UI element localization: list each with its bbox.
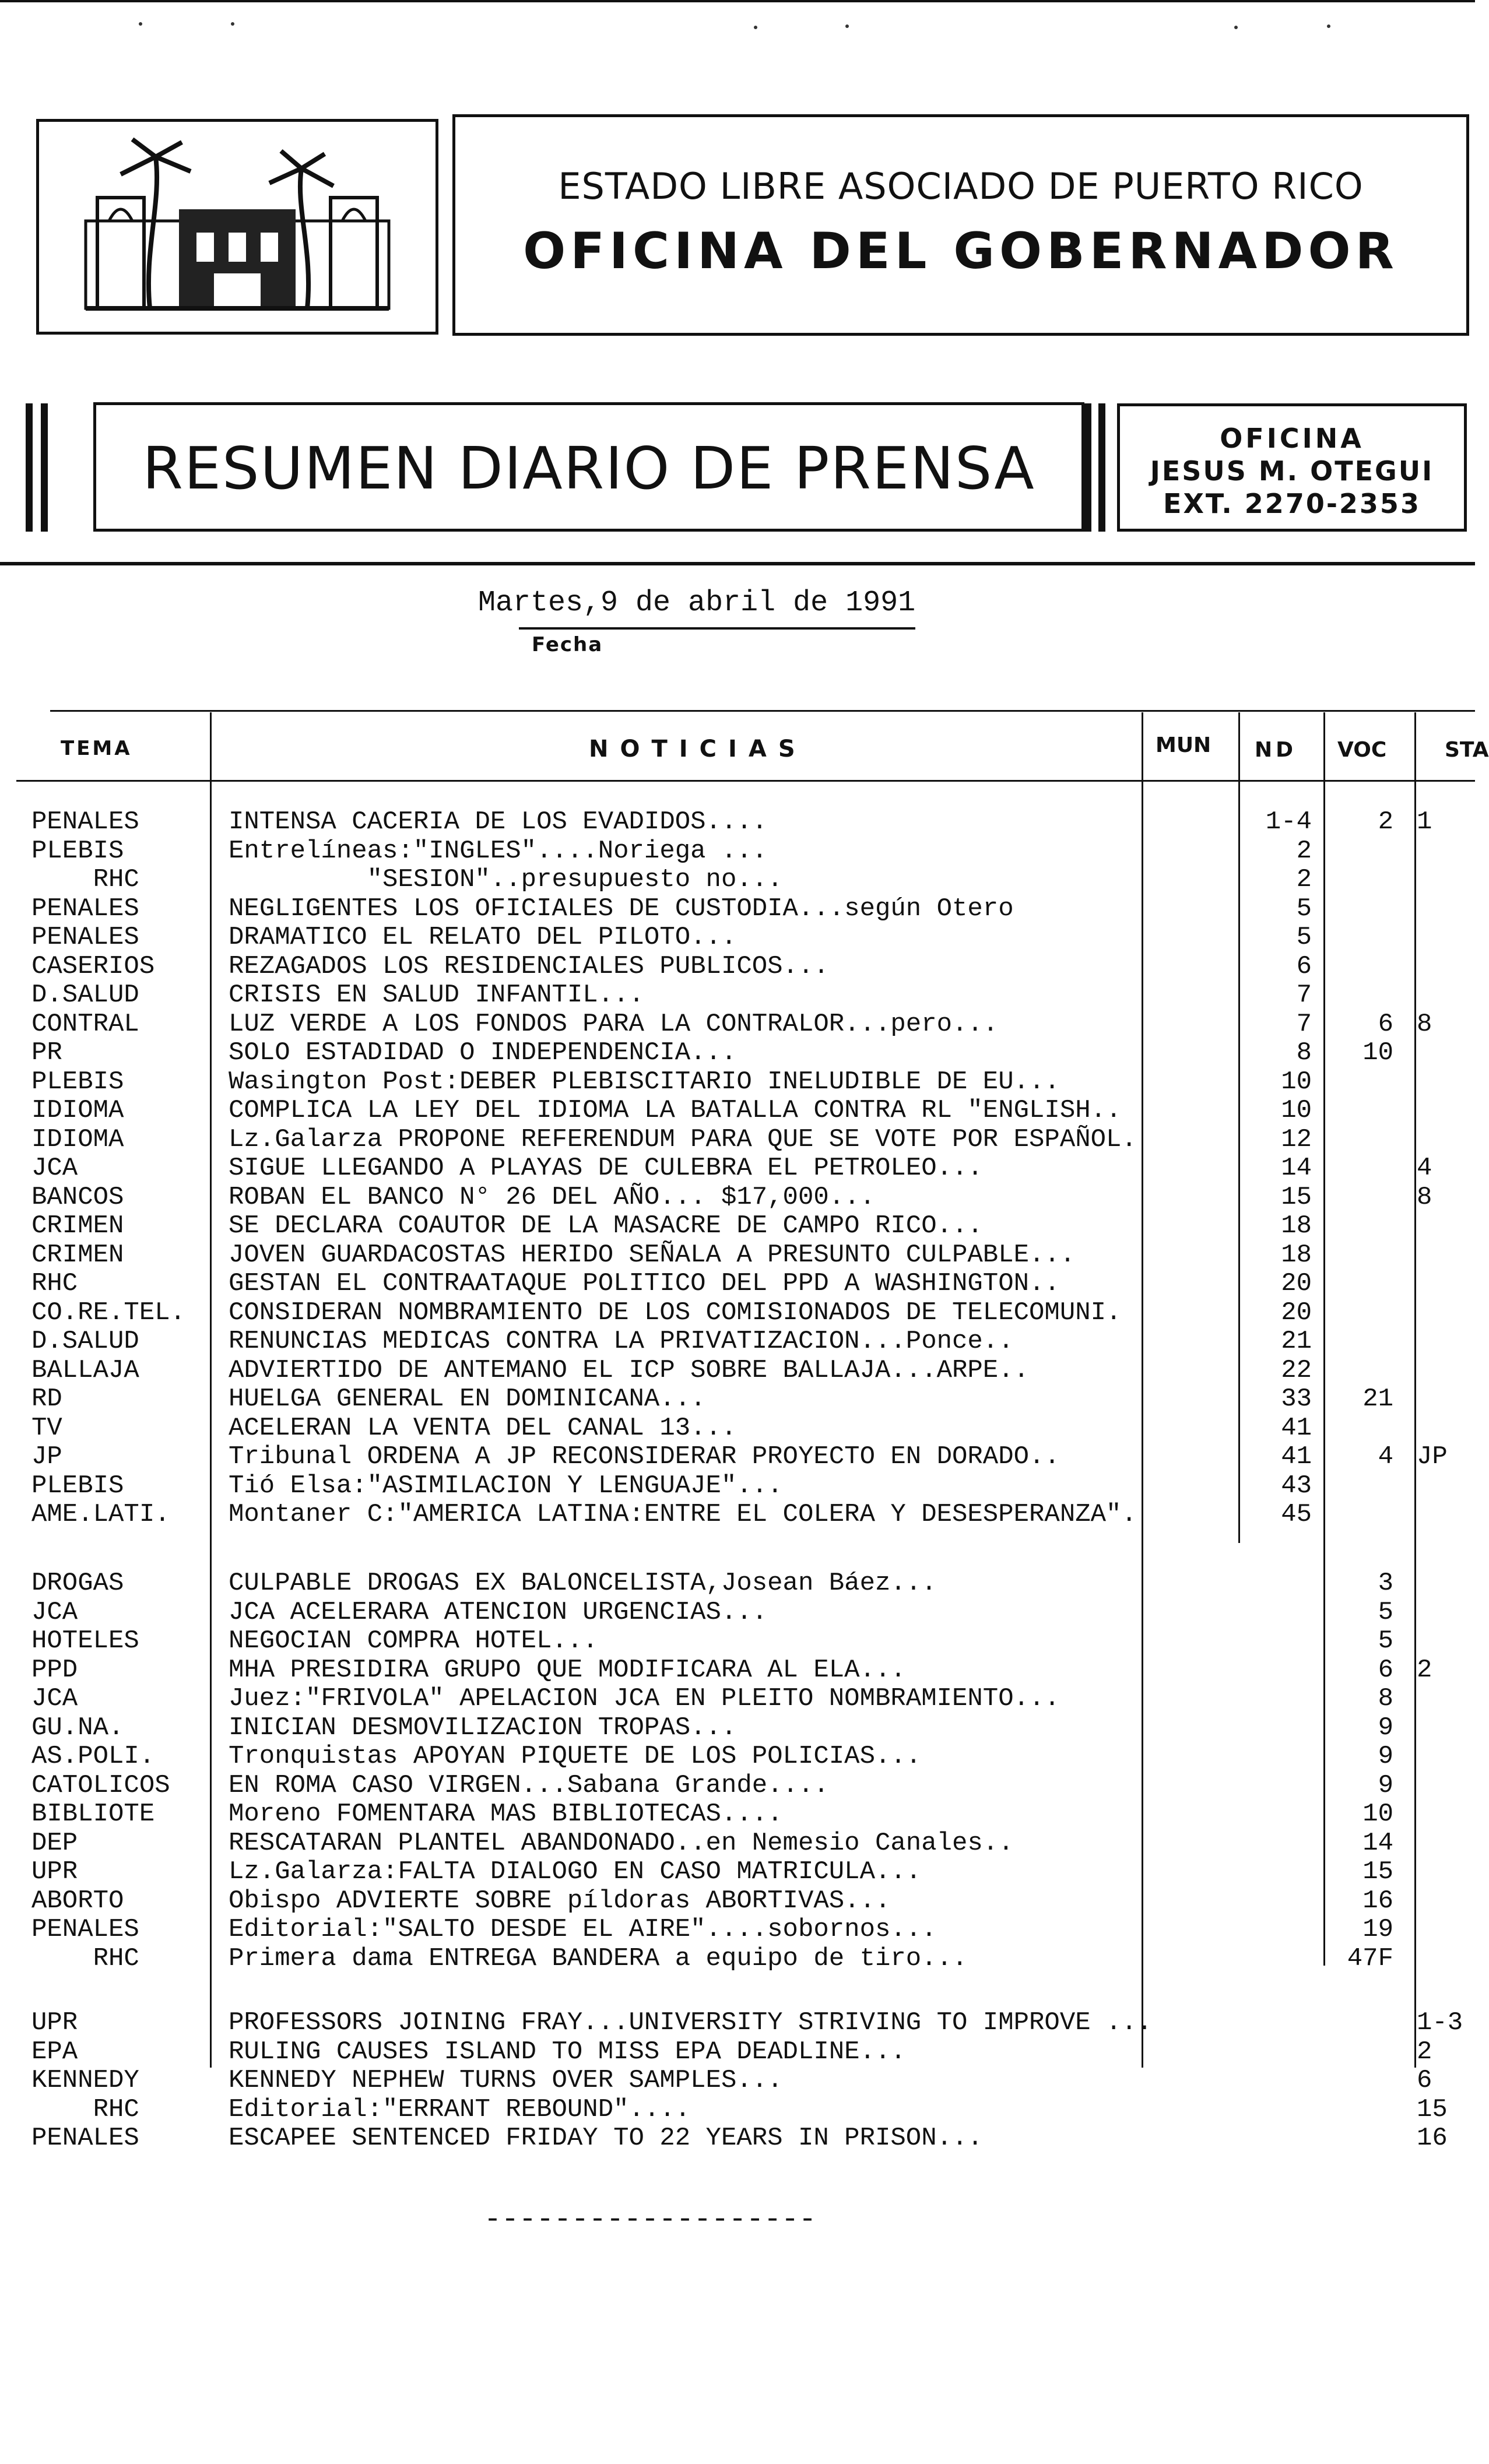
table-row (0, 1858, 1475, 1886)
table-row (0, 2066, 1475, 2095)
row-tema: PENALES (31, 2124, 139, 2153)
row-nd: 10 (1281, 1067, 1312, 1096)
row-noticia: "SESION"..presupuesto no... (229, 865, 783, 894)
table-row (0, 1126, 1475, 1154)
row-noticia: LUZ VERDE A LOS FONDOS PARA LA CONTRALOR...pero... (229, 1009, 999, 1039)
estado-heading: ESTADO LIBRE ASOCIADO DE PUERTO RICO (558, 165, 1364, 208)
row-star: 8 (1417, 1009, 1432, 1039)
row-voc: 6 (1378, 1655, 1393, 1685)
table-row (0, 981, 1475, 1010)
row-tema: AME.LATI. (31, 1500, 170, 1529)
row-noticia: Lz.Galarza:FALTA DIALOGO EN CASO MATRICULA... (229, 1857, 922, 1886)
table-row (0, 1915, 1475, 1944)
row-noticia: CULPABLE DROGAS EX BALONCELISTA,Josean Báez... (229, 1569, 937, 1598)
row-nd: 6 (1296, 951, 1312, 981)
table-row (0, 1771, 1475, 1800)
row-nd: 2 (1296, 836, 1312, 866)
row-tema: CRIMEN (31, 1240, 124, 1270)
row-tema: RD (31, 1384, 62, 1414)
row-voc: 15 (1362, 1857, 1393, 1886)
row-tema: CRIMEN (31, 1211, 124, 1240)
banner-title: RESUMEN DIARIO DE PRENSA (142, 434, 1035, 502)
row-noticia: RULING CAUSES ISLAND TO MISS EPA DEADLINE... (229, 2037, 906, 2066)
row-noticia: NEGOCIAN COMPRA HOTEL... (229, 1626, 598, 1655)
row-tema: HOTELES (31, 1626, 139, 1655)
row-noticia: KENNEDY NEPHEW TURNS OVER SAMPLES... (229, 2066, 783, 2095)
row-noticia: JOVEN GUARDACOSTAS HERIDO SEÑALA A PRESUNTO CULPABLE... (229, 1240, 1076, 1270)
row-noticia: Editorial:"SALTO DESDE EL AIRE"....sobornos... (229, 1915, 937, 1944)
row-voc: 10 (1362, 1799, 1393, 1829)
table-row (0, 1039, 1475, 1067)
row-nd: 33 (1281, 1384, 1312, 1414)
row-nd: 41 (1281, 1413, 1312, 1443)
row-noticia: Tió Elsa:"ASIMILACION Y LENGUAJE"... (229, 1471, 783, 1500)
table-row (0, 1472, 1475, 1500)
date-value: Martes,9 de abril de 1991 (478, 586, 916, 620)
row-voc: 9 (1378, 1742, 1393, 1771)
row-nd: 5 (1296, 894, 1312, 923)
row-tema: JCA (31, 1684, 78, 1713)
row-voc: 9 (1378, 1770, 1393, 1800)
contact-office: OFICINA (1220, 423, 1364, 454)
row-star: 8 (1417, 1182, 1432, 1212)
table-row (0, 2009, 1475, 2037)
row-tema: PR (31, 1038, 62, 1067)
column-header-voc: VOC (1337, 738, 1387, 762)
row-noticia: NEGLIGENTES LOS OFICIALES DE CUSTODIA...según Otero (229, 894, 1014, 923)
row-voc: 8 (1378, 1684, 1393, 1713)
row-noticia: GESTAN EL CONTRAATAQUE POLITICO DEL PPD A WASHINGTON.. (229, 1269, 1060, 1298)
table-row (0, 1385, 1475, 1414)
row-voc: 5 (1378, 1597, 1393, 1627)
row-noticia: ROBAN EL BANCO N° 26 DEL AÑO... $17,000... (229, 1182, 875, 1212)
row-tema: D.SALUD (31, 1327, 139, 1356)
row-nd: 7 (1296, 1009, 1312, 1039)
row-nd: 18 (1281, 1240, 1312, 1270)
row-tema: DROGAS (31, 1569, 124, 1598)
row-tema: JP (31, 1442, 62, 1471)
row-tema: KENNEDY (31, 2066, 139, 2095)
table-row (0, 1945, 1475, 1973)
row-tema: JCA (31, 1154, 78, 1183)
table-row (0, 2124, 1475, 2153)
table-row (0, 1800, 1475, 1829)
row-star: 16 (1417, 2124, 1448, 2153)
table-row (0, 1443, 1475, 1471)
column-header-noticias: NOTICIAS (589, 736, 807, 762)
row-voc: 19 (1362, 1915, 1393, 1944)
row-noticia: DRAMATICO EL RELATO DEL PILOTO... (229, 923, 737, 952)
row-noticia: ADVIERTIDO DE ANTEMANO EL ICP SOBRE BALLAJA...ARPE.. (229, 1355, 1030, 1385)
row-tema: RHC (31, 2094, 139, 2124)
row-voc: 6 (1378, 1009, 1393, 1039)
row-noticia: REZAGADOS LOS RESIDENCIALES PUBLICOS... (229, 951, 829, 981)
row-tema: PPD (31, 1655, 78, 1685)
row-nd: 14 (1281, 1154, 1312, 1183)
row-noticia: Lz.Galarza PROPONE REFERENDUM PARA QUE SE VOTE POR ESPAÑOL. (229, 1124, 1137, 1154)
row-noticia: RENUNCIAS MEDICAS CONTRA LA PRIVATIZACION...Ponce.. (229, 1327, 1014, 1356)
row-noticia: Moreno FOMENTARA MAS BIBLIOTECAS.... (229, 1799, 783, 1829)
table-row (0, 1656, 1475, 1685)
row-tema: PENALES (31, 807, 139, 836)
row-tema: BALLAJA (31, 1355, 139, 1385)
row-nd: 18 (1281, 1211, 1312, 1240)
row-voc: 5 (1378, 1626, 1393, 1655)
row-nd: 10 (1281, 1096, 1312, 1125)
date-label: Fecha (532, 633, 603, 656)
row-tema: PENALES (31, 923, 139, 952)
row-tema: D.SALUD (31, 980, 139, 1010)
row-noticia: Montaner C:"AMERICA LATINA:ENTRE EL COLERA Y DESESPERANZA". (229, 1500, 1137, 1529)
row-tema: DEP (31, 1828, 78, 1858)
row-noticia: CRISIS EN SALUD INFANTIL... (229, 980, 644, 1010)
row-noticia: Obispo ADVIERTE SOBRE píldoras ABORTIVAS... (229, 1886, 891, 1915)
row-voc: 9 (1378, 1713, 1393, 1742)
table-row (0, 1327, 1475, 1356)
row-star: 15 (1417, 2094, 1448, 2124)
table-row (0, 1241, 1475, 1270)
row-voc: 2 (1378, 807, 1393, 836)
closing-rule: ------------------- (484, 2203, 817, 2237)
row-noticia: CONSIDERAN NOMBRAMIENTO DE LOS COMISIONADOS DE TELECOMUNI. (229, 1298, 1122, 1327)
row-nd: 8 (1296, 1038, 1312, 1067)
table-row (0, 1414, 1475, 1443)
row-tema: CONTRAL (31, 1009, 139, 1039)
row-noticia: Entrelíneas:"INGLES"....Noriega ... (229, 836, 768, 866)
row-voc: 21 (1362, 1384, 1393, 1414)
row-noticia: JCA ACELERARA ATENCION URGENCIAS... (229, 1597, 768, 1627)
row-tema: AS.POLI. (31, 1742, 155, 1771)
row-noticia: Editorial:"ERRANT REBOUND".... (229, 2094, 691, 2124)
row-tema: PLEBIS (31, 1471, 124, 1500)
table-row (0, 1154, 1475, 1183)
row-nd: 5 (1296, 923, 1312, 952)
row-noticia: ACELERAN LA VENTA DEL CANAL 13... (229, 1413, 737, 1443)
table-row (0, 1685, 1475, 1713)
row-tema: PENALES (31, 894, 139, 923)
table-row (0, 1598, 1475, 1627)
row-star: JP (1417, 1442, 1448, 1471)
row-noticia: SE DECLARA COAUTOR DE LA MASACRE DE CAMPO RICO... (229, 1211, 983, 1240)
table-row (0, 837, 1475, 866)
row-nd: 22 (1281, 1355, 1312, 1385)
row-tema: UPR (31, 1857, 78, 1886)
contact-name: JESUS M. OTEGUI (1150, 455, 1434, 487)
row-noticia: COMPLICA LA LEY DEL IDIOMA LA BATALLA CONTRA RL "ENGLISH.. (229, 1096, 1122, 1125)
row-tema: RHC (31, 1943, 139, 1973)
row-voc: 16 (1362, 1886, 1393, 1915)
row-noticia: EN ROMA CASO VIRGEN...Sabana Grande.... (229, 1770, 829, 1800)
row-star: 1 (1417, 807, 1432, 836)
row-voc: 10 (1362, 1038, 1393, 1067)
column-header-mun: MUN (1156, 733, 1211, 757)
table-row (0, 2096, 1475, 2124)
row-tema: BIBLIOTE (31, 1799, 155, 1829)
contact-extension: EXT. 2270-2353 (1163, 488, 1421, 519)
row-tema: RHC (31, 865, 139, 894)
row-tema: UPR (31, 2008, 78, 2037)
table-row (0, 1742, 1475, 1771)
table-row (0, 1270, 1475, 1298)
row-nd: 45 (1281, 1500, 1312, 1529)
row-nd: 43 (1281, 1471, 1312, 1500)
row-star: 2 (1417, 2037, 1432, 2066)
row-tema: CATOLICOS (31, 1770, 170, 1800)
row-tema: PENALES (31, 1915, 139, 1944)
row-nd: 21 (1281, 1327, 1312, 1356)
row-nd: 2 (1296, 865, 1312, 894)
row-noticia: INICIAN DESMOVILIZACION TROPAS... (229, 1713, 737, 1742)
table-row (0, 1183, 1475, 1212)
table-row (0, 1068, 1475, 1096)
row-voc: 47F (1347, 1943, 1393, 1973)
row-noticia: MHA PRESIDIRA GRUPO QUE MODIFICARA AL ELA... (229, 1655, 906, 1685)
row-nd: 12 (1281, 1124, 1312, 1154)
row-tema: RHC (31, 1269, 78, 1298)
table-row (0, 1569, 1475, 1598)
row-noticia: Primera dama ENTREGA BANDERA a equipo de tiro... (229, 1943, 968, 1973)
table-row (0, 1714, 1475, 1742)
row-noticia: RESCATARAN PLANTEL ABANDONADO..en Nemesio Canales.. (229, 1828, 1014, 1858)
row-tema: CASERIOS (31, 951, 155, 981)
table-row (0, 895, 1475, 923)
table-row (0, 2038, 1475, 2066)
row-noticia: Tronquistas APOYAN PIQUETE DE LOS POLICIAS... (229, 1742, 922, 1771)
row-tema: CO.RE.TEL. (31, 1298, 186, 1327)
table-row (0, 1627, 1475, 1655)
table-row (0, 1829, 1475, 1858)
row-nd: 1-4 (1265, 807, 1312, 836)
row-nd: 7 (1296, 980, 1312, 1010)
row-tema: IDIOMA (31, 1124, 124, 1154)
column-header-nd: ND (1255, 738, 1297, 762)
row-nd: 20 (1281, 1298, 1312, 1327)
row-tema: EPA (31, 2037, 78, 2066)
table-row (0, 923, 1475, 952)
row-nd: 15 (1281, 1182, 1312, 1212)
table-row (0, 952, 1475, 981)
table-row (0, 1096, 1475, 1125)
oficina-heading: OFICINA DEL GOBERNADOR (523, 222, 1399, 280)
row-star: 6 (1417, 2066, 1432, 2095)
table-row (0, 808, 1475, 836)
table-row (0, 1212, 1475, 1240)
row-tema: JCA (31, 1597, 78, 1627)
row-noticia: Juez:"FRIVOLA" APELACION JCA EN PLEITO NOMBRAMIENTO... (229, 1684, 1060, 1713)
row-star: 2 (1417, 1655, 1432, 1685)
row-noticia: Wasington Post:DEBER PLEBISCITARIO INELUDIBLE DE EU... (229, 1067, 1060, 1096)
table-row (0, 1500, 1475, 1529)
table-row (0, 1010, 1475, 1039)
row-voc: 3 (1378, 1569, 1393, 1598)
row-noticia: SOLO ESTADIDAD O INDEPENDENCIA... (229, 1038, 737, 1067)
row-star: 1-3 (1417, 2008, 1463, 2037)
table-row (0, 1356, 1475, 1385)
column-header-star: STA (1445, 738, 1489, 762)
row-voc: 14 (1362, 1828, 1393, 1858)
row-nd: 41 (1281, 1442, 1312, 1471)
row-voc: 4 (1378, 1442, 1393, 1471)
row-nd: 20 (1281, 1269, 1312, 1298)
row-tema: PLEBIS (31, 1067, 124, 1096)
row-tema: TV (31, 1413, 62, 1443)
row-noticia: HUELGA GENERAL EN DOMINICANA... (229, 1384, 706, 1414)
row-tema: ABORTO (31, 1886, 124, 1915)
row-noticia: PROFESSORS JOINING FRAY...UNIVERSITY STRIVING TO IMPROVE ... (229, 2008, 1153, 2037)
row-star: 4 (1417, 1154, 1432, 1183)
table-row (0, 1887, 1475, 1915)
row-tema: BANCOS (31, 1182, 124, 1212)
row-noticia: ESCAPEE SENTENCED FRIDAY TO 22 YEARS IN PRISON... (229, 2124, 983, 2153)
row-tema: PLEBIS (31, 836, 124, 866)
row-noticia: SIGUE LLEGANDO A PLAYAS DE CULEBRA EL PETROLEO... (229, 1154, 983, 1183)
row-tema: GU.NA. (31, 1713, 124, 1742)
row-tema: IDIOMA (31, 1096, 124, 1125)
column-header-tema: TEMA (61, 737, 132, 760)
row-noticia: Tribunal ORDENA A JP RECONSIDERAR PROYECTO EN DORADO.. (229, 1442, 1060, 1471)
table-row (0, 866, 1475, 894)
table-row (0, 1299, 1475, 1327)
row-noticia: INTENSA CACERIA DE LOS EVADIDOS.... (229, 807, 768, 836)
